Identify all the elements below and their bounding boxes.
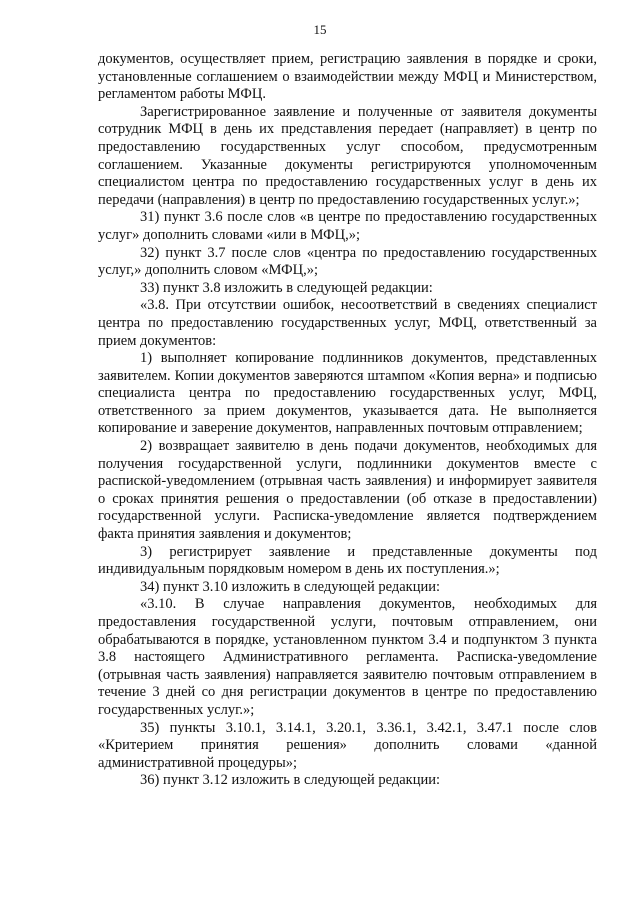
paragraph: 2) возвращает заявителю в день подачи документов, необходимых для получения государственной услуги, подлинники документов вместе с распиской-уведомлением (отрывная часть заявления) и информирует заявителя о сроках принятия решения о предоставлении (об отказе в предоставлении) государственной услуги. Расписка-уведомление является подтверждением факта принятия заявления и документов; — [98, 438, 597, 543]
paragraph: 33) пункт 3.8 изложить в следующей редакции: — [140, 279, 433, 296]
paragraph: 32) пункт 3.7 после слов «центра по предоставлению государственных услуг,» дополнить словом «МФЦ,»; — [98, 244, 597, 279]
paragraph: «3.10. В случае направления документов, необходимых для предоставления государственной услуги, почтовым отправлением, они обрабатываются в порядке, установленном пунктом 3.4 и подпунктом 3 пункта 3.8 настоящего Административного регламента. Расписка-уведомление (отрывная часть заявления) направляется заявителю почтовым отправлением в течение 3 дней со дня регистрации документов в центре по предоставлению государственных услуг.»; — [98, 596, 597, 718]
paragraph: 35) пункты 3.10.1, 3.14.1, 3.20.1, 3.36.1, 3.42.1, 3.47.1 после слов «Критерием принятия решения» дополнить словами «данной административной процедуры»; — [98, 719, 597, 771]
paragraph: 1) выполняет копирование подлинников документов, представленных заявителем. Копии документов заверяются штампом «Копия верна» и подписью специалиста центра по предоставлению государственных услуг, МФЦ, ответственного за прием документов, указывается дата. Не выполняется копирование и заверение документов, направленных почтовым отправлением; — [98, 350, 597, 437]
paragraph: 36) пункт 3.12 изложить в следующей редакции: — [140, 772, 440, 789]
paragraph: Зарегистрированное заявление и полученные от заявителя документы сотрудник МФЦ в день их представления передает (направляет) в центр по предоставлению государственных услуг способом, предусмотренным соглашением. Указанные документы регистрируются уполномоченным специалистом центра по предоставлению государственных услуг в день их передачи (направления) в центр по предоставлению государственных услуг.»; — [98, 103, 597, 208]
paragraph: документов, осуществляет прием, регистрацию заявления в порядке и сроки, установленные соглашением о взаимодействии между МФЦ и Министерством, регламентом работы МФЦ. — [98, 51, 597, 103]
paragraph: 31) пункт 3.6 после слов «в центре по предоставлению государственных услуг» дополнить словами «или в МФЦ,»; — [98, 209, 597, 243]
paragraph: 3) регистрирует заявление и представленные документы под индивидуальным порядковым номером в день их поступления.»; — [98, 543, 597, 578]
paragraph: «3.8. При отсутствии ошибок, несоответствий в сведениях специалист центра по предоставлению государственных услуг, МФЦ, ответственный за прием документов: — [98, 297, 597, 349]
page-number: 15 — [313, 22, 327, 37]
document-body — [98, 51, 597, 790]
paragraph: 34) пункт 3.10 изложить в следующей редакции: — [140, 578, 440, 595]
